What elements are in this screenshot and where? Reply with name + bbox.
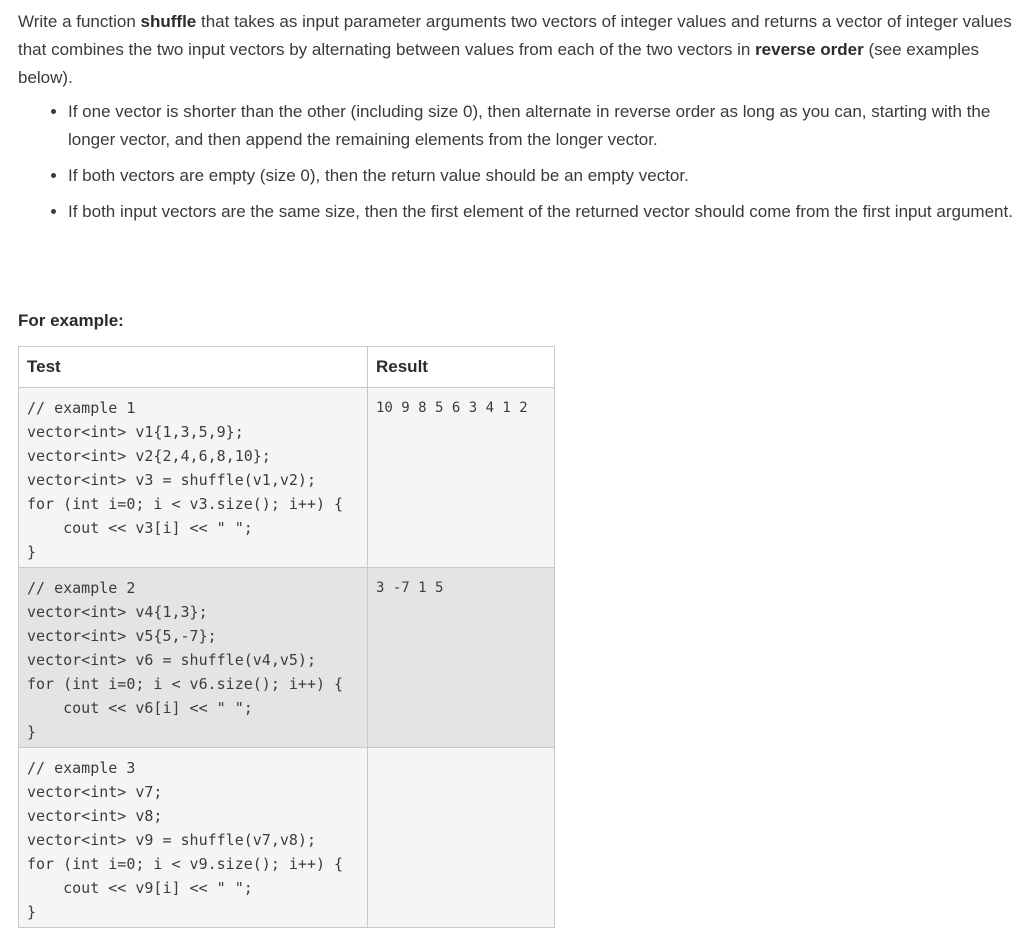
question-intro bbox=[18, 8, 1016, 92]
examples-heading: For example: bbox=[18, 311, 124, 330]
result-output: 3 -7 1 5 bbox=[376, 580, 444, 596]
intro-text-1: Write a function bbox=[18, 12, 141, 31]
test-column-header: Test bbox=[19, 347, 368, 388]
examples-table bbox=[18, 346, 555, 928]
question-content bbox=[18, 8, 1016, 234]
result-cell bbox=[368, 748, 555, 928]
result-cell bbox=[368, 388, 555, 568]
rule-item: • If one vector is shorter than the other (including size 0), then alternate in reverse order as long as you can, starting with the longer vector, and then append the remaining elements from the longer vector. bbox=[68, 98, 1016, 154]
result-column-header: Result bbox=[368, 347, 555, 388]
rules-list bbox=[18, 98, 1016, 226]
intro-emphasis: reverse order bbox=[755, 40, 864, 59]
table-row bbox=[19, 388, 555, 568]
test-code: // example 2 vector<int> v4{1,3}; vector<int> v5{5,-7}; vector<int> v6 = shuffle(v4,v5); for (int i=0; i < v6.size(); i++) { cout << v6[i] << " "; } bbox=[27, 579, 344, 741]
test-cell bbox=[19, 748, 368, 928]
table-row bbox=[19, 568, 555, 748]
rule-item: • If both input vectors are the same size, then the first element of the returned vector should come from the first input argument. bbox=[68, 198, 1016, 226]
test-code: // example 3 vector<int> v7; vector<int> v8; vector<int> v9 = shuffle(v7,v8); for (int i=0; i < v9.size(); i++) { cout << v9[i] << " "; } bbox=[27, 759, 344, 921]
table-row bbox=[19, 748, 555, 928]
table-header-row bbox=[19, 347, 555, 388]
intro-text-3: (see examples below). bbox=[18, 40, 980, 87]
function-name: shuffle bbox=[140, 12, 197, 31]
rule-item: • If both vectors are empty (size 0), then the return value should be an empty vector. bbox=[68, 162, 1016, 190]
result-output: 10 9 8 5 6 3 4 1 2 bbox=[376, 400, 528, 416]
test-code: // example 1 vector<int> v1{1,3,5,9}; vector<int> v2{2,4,6,8,10}; vector<int> v3 = shuffle(v1,v2); for (int i=0; i < v3.size(); i++) { cout << v3[i] << " "; } bbox=[27, 399, 344, 561]
intro-text-2: that takes as input parameter arguments two vectors of integer values and returns a vector of integer values that combines the two input vectors by alternating between values from each of the two vectors in bbox=[18, 12, 1012, 59]
test-cell bbox=[19, 388, 368, 568]
result-cell bbox=[368, 568, 555, 748]
test-cell bbox=[19, 568, 368, 748]
